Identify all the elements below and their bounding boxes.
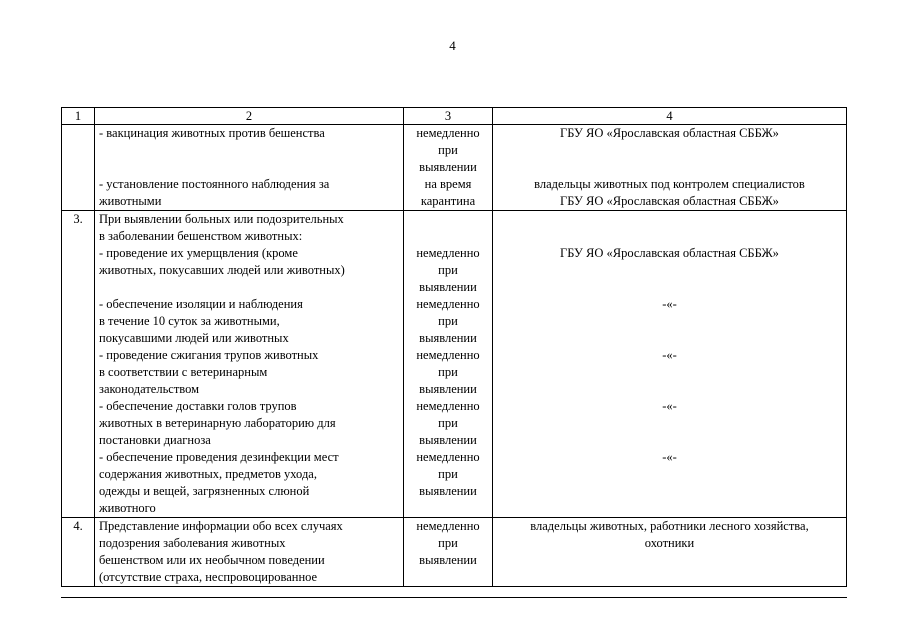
- cell-text-line: в заболевании бешенством животных:: [99, 229, 303, 243]
- cell-text-line: карантина: [420, 194, 476, 208]
- cell-text-line: охотники: [644, 536, 695, 550]
- cell-text-line: [493, 262, 846, 279]
- cell-text-line: покусавшими людей или животных: [99, 331, 289, 345]
- cell-text-line: при: [438, 143, 458, 157]
- executor-cell: [493, 211, 847, 518]
- cell-text-line: [95, 279, 403, 296]
- cell-text-line: при: [438, 263, 458, 277]
- cell-text-line: - вакцинация животных против бешенства: [99, 126, 325, 140]
- cell-text-line: ГБУ ЯО «Ярославская областная СББЖ»: [560, 126, 779, 140]
- cell-text-line: [493, 330, 846, 347]
- cell-text-line: -«-: [662, 348, 677, 362]
- cell-text-line: ГБУ ЯО «Ярославская областная СББЖ»: [560, 194, 779, 208]
- document-table: [61, 107, 847, 598]
- cell-text-line: немедленно: [416, 126, 480, 140]
- cell-text-line: [404, 228, 492, 245]
- cell-text-line: содержания животных, предметов ухода,: [99, 467, 317, 481]
- table-header-row: [62, 108, 847, 125]
- cell-text-line: [493, 432, 846, 449]
- cell-text-line: подозрения заболевания животных: [99, 536, 286, 550]
- cell-text-line: [493, 500, 846, 517]
- cell-text-line: немедленно: [416, 399, 480, 413]
- row-number-cell: 3.: [62, 211, 95, 518]
- cell-text-line: при: [438, 314, 458, 328]
- cell-text-line: ГБУ ЯО «Ярославская областная СББЖ»: [560, 246, 779, 260]
- cell-text-line: - обеспечение доставки голов трупов: [99, 399, 297, 413]
- cell-text-line: в соответствии с ветеринарным: [99, 365, 268, 379]
- executor-cell: [493, 125, 847, 211]
- cell-text-line: владельцы животных под контролем специалистов: [534, 177, 805, 191]
- cell-text-line: выявлении: [419, 331, 477, 345]
- cell-text-line: [493, 211, 846, 228]
- cell-text-line: -«-: [662, 450, 677, 464]
- deadline-cell: [404, 518, 493, 587]
- cell-text-line: [493, 313, 846, 330]
- table-row: [62, 125, 847, 211]
- cell-text-line: [493, 364, 846, 381]
- cell-text-line: [493, 279, 846, 296]
- cell-text-line: постановки диагноза: [99, 433, 211, 447]
- cell-text-line: [404, 211, 492, 228]
- cell-text-line: выявлении: [419, 160, 477, 174]
- cell-text-line: немедленно: [416, 297, 480, 311]
- cell-text-line: выявлении: [419, 382, 477, 396]
- cell-text-line: на время: [424, 177, 472, 191]
- measure-cell: [95, 518, 404, 587]
- cell-text-line: [493, 159, 846, 176]
- cell-text-line: при: [438, 416, 458, 430]
- cell-text-line: бешенством или их необычном поведении: [99, 553, 325, 567]
- cell-text-line: -«-: [662, 297, 677, 311]
- cell-text-line: животными: [99, 194, 162, 208]
- page-number: 4: [449, 38, 456, 53]
- cell-text-line: животных, покусавших людей или животных): [99, 263, 345, 277]
- measure-cell: [95, 211, 404, 518]
- cell-text-line: немедленно: [416, 450, 480, 464]
- cell-text-line: законодательством: [99, 382, 200, 396]
- cell-text-line: [493, 381, 846, 398]
- cell-text-line: [95, 142, 403, 159]
- cell-text-line: [493, 569, 846, 586]
- cell-text-line: - обеспечение изоляции и наблюдения: [99, 297, 303, 311]
- cell-text-line: при: [438, 536, 458, 550]
- cell-text-line: [493, 228, 846, 245]
- cell-text-line: выявлении: [419, 433, 477, 447]
- cell-text-line: немедленно: [416, 348, 480, 362]
- cell-text-line: - проведение сжигания трупов животных: [99, 348, 319, 362]
- cell-text-line: - обеспечение проведения дезинфекции мест: [99, 450, 339, 464]
- executor-cell: [493, 518, 847, 587]
- cell-text-line: [493, 466, 846, 483]
- cell-text-line: [404, 500, 492, 517]
- header-cell-1: 1: [62, 108, 95, 125]
- row-number-cell: 4.: [62, 518, 95, 587]
- cell-text-line: Представление информации обо всех случаях: [99, 519, 343, 533]
- cell-text-line: в течение 10 суток за животными,: [99, 314, 280, 328]
- header-cell-3: 3: [404, 108, 493, 125]
- cell-text-line: одежды и вещей, загрязненных слюной: [99, 484, 310, 498]
- table-row: [62, 518, 847, 587]
- cell-text-line: При выявлении больных или подозрительных: [99, 212, 344, 226]
- deadline-cell: [404, 125, 493, 211]
- cell-text-line: -«-: [662, 399, 677, 413]
- cell-text-line: животного: [99, 501, 156, 515]
- cell-text-line: [493, 483, 846, 500]
- cell-text-line: - проведение их умерщвления (кроме: [99, 246, 298, 260]
- cell-text-line: [95, 159, 403, 176]
- cell-text-line: - установление постоянного наблюдения за: [99, 177, 330, 191]
- cell-text-line: [493, 142, 846, 159]
- table-row: [62, 211, 847, 518]
- cell-text-line: при: [438, 467, 458, 481]
- cell-text-line: животных в ветеринарную лабораторию для: [99, 416, 336, 430]
- cell-text-line: выявлении: [419, 484, 477, 498]
- cell-text-line: [493, 552, 846, 569]
- row-number-cell: [62, 125, 95, 211]
- cell-text-line: при: [438, 365, 458, 379]
- measure-cell: [95, 125, 404, 211]
- cell-text-line: (отсутствие страха, неспровоцированное: [99, 570, 318, 584]
- cell-text-line: немедленно: [416, 519, 480, 533]
- header-cell-2: 2: [95, 108, 404, 125]
- cell-text-line: [493, 415, 846, 432]
- cell-text-line: немедленно: [416, 246, 480, 260]
- cell-text-line: владельцы животных, работники лесного хозяйства,: [530, 519, 809, 533]
- header-cell-4: 4: [493, 108, 847, 125]
- cell-text-line: [404, 569, 492, 586]
- deadline-cell: [404, 211, 493, 518]
- cell-text-line: выявлении: [419, 553, 477, 567]
- cell-text-line: выявлении: [419, 280, 477, 294]
